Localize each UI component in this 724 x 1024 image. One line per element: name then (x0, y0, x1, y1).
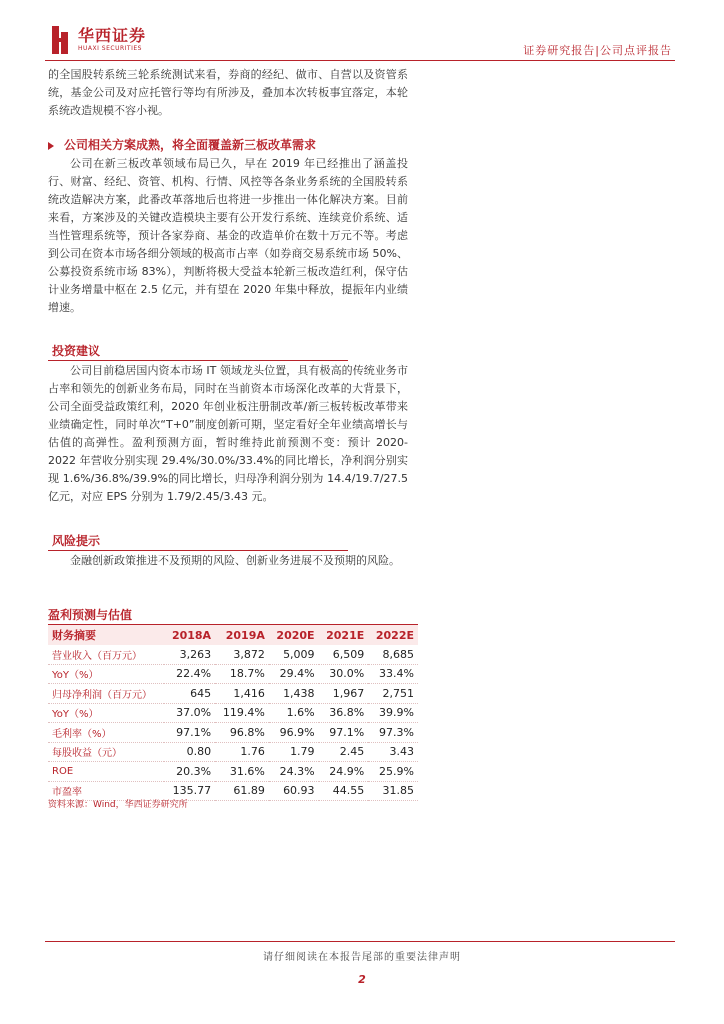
row-label: YoY（%） (48, 664, 164, 684)
table-cell: 97.1% (319, 723, 369, 743)
table-cell: 3,263 (164, 645, 215, 664)
table-cell: 1,416 (215, 684, 269, 704)
table-cell: 2.45 (319, 742, 369, 762)
table-cell: 6,509 (319, 645, 369, 664)
risk-text: 金融创新政策推进不及预期的风险、创新业务进展不及预期的风险。 (70, 554, 400, 567)
table-row (48, 645, 418, 664)
row-label: YoY（%） (48, 703, 164, 723)
investment-text: 公司目前稳居国内资本市场 IT 领域龙头位置，具有极高的传统业务市占率和领先的创新业务布局，同时在当前资本市场深化改革的大背景下，公司全面受益政策红利，2020 年创业板注册制改革/新三板转板改革带来业绩确定性，同时单次“T+0”制度创新可期，坚定看好全年业绩高增长与估值的高弹性。盈利预测方面，暂时维持此前预测不变：预计 2020-2022 年营收分别实现 29.4%/30.0%/33.4%的同比增长，净利润分别实现 1.6%/36.8%/39.9%的同比增长，归母净利润分别为 14.4/19.7/27.5 亿元，对应 EPS 分别为 1.79/2.45/3.43 元。 (48, 364, 408, 503)
table-cell: 5,009 (269, 645, 319, 664)
table-cell: 29.4% (269, 664, 319, 684)
table-row (48, 742, 418, 762)
table-title: 盈利预测与估值 (48, 608, 133, 622)
table-cell: 1.6% (269, 703, 319, 723)
table-cell: 31.85 (368, 781, 418, 801)
intro-text: 的全国股转系统三轮系统测试来看，券商的经纪、做市、自营以及资管系统，基金公司及对应托管行等均有所涉及，叠加本次转板事宜落定，本轮系统改造规模不容小视。 (48, 68, 408, 117)
table-cell: 1.79 (269, 742, 319, 762)
financial-forecast-table (48, 625, 418, 801)
logo-icon (52, 26, 72, 54)
row-label: 毛利率（%） (48, 723, 164, 743)
table-source: 资料来源：Wind，华西证券研究所 (48, 800, 188, 810)
section-underline (48, 550, 348, 551)
table-cell: 1,438 (269, 684, 319, 704)
table-cell: 645 (164, 684, 215, 704)
table-header-cell: 2019A (215, 625, 269, 645)
table-cell: 1,967 (319, 684, 369, 704)
table-header-cell: 2021E (319, 625, 369, 645)
section-title: 投资建议 (52, 344, 101, 358)
table-cell: 33.4% (368, 664, 418, 684)
table-cell: 24.3% (269, 762, 319, 782)
row-label: 每股收益（元） (48, 742, 164, 762)
section-title: 风险提示 (52, 534, 101, 548)
table-cell: 31.6% (215, 762, 269, 782)
section-heading-risk (52, 532, 100, 549)
table-header-cell: 2022E (368, 625, 418, 645)
table-header-cell: 财务摘要 (48, 625, 164, 645)
table-cell: 97.3% (368, 723, 418, 743)
investment-paragraph (48, 362, 408, 506)
section-heading-solution (48, 136, 316, 153)
table-cell: 96.8% (215, 723, 269, 743)
section-heading-investment (52, 342, 100, 359)
risk-paragraph (48, 552, 408, 570)
table-cell: 135.77 (164, 781, 215, 801)
section-title: 公司相关方案成熟，将全面覆盖新三板改革需求 (64, 138, 317, 152)
table-cell: 44.55 (319, 781, 369, 801)
solution-paragraph (48, 155, 408, 317)
table-row (48, 703, 418, 723)
table-cell: 96.9% (269, 723, 319, 743)
table-header-cell: 2018A (164, 625, 215, 645)
section-underline (48, 360, 348, 361)
page-number: 2 (358, 973, 366, 986)
row-label: 市盈率 (48, 781, 164, 801)
table-row (48, 684, 418, 704)
company-logo (52, 26, 146, 54)
table-header-cell: 2020E (269, 625, 319, 645)
table-cell: 20.3% (164, 762, 215, 782)
table-cell: 3,872 (215, 645, 269, 664)
table-cell: 119.4% (215, 703, 269, 723)
table-cell: 22.4% (164, 664, 215, 684)
table-cell: 3.43 (368, 742, 418, 762)
table-cell: 39.9% (368, 703, 418, 723)
table-cell: 61.89 (215, 781, 269, 801)
table-cell: 30.0% (319, 664, 369, 684)
intro-paragraph (48, 66, 408, 120)
table-header-row (48, 625, 418, 645)
logo-english-name: HUAXI SECURITIES (78, 45, 142, 52)
table-cell: 24.9% (319, 762, 369, 782)
table-cell: 8,685 (368, 645, 418, 664)
table-cell: 0.80 (164, 742, 215, 762)
table-cell: 60.93 (269, 781, 319, 801)
row-label: ROE (48, 762, 164, 782)
table-cell: 97.1% (164, 723, 215, 743)
header-divider (45, 60, 675, 61)
logo-chinese-name: 华西证券 (78, 26, 147, 45)
triangle-bullet-icon (48, 142, 54, 150)
report-type: 证券研究报告|公司点评报告 (523, 44, 672, 57)
footer-divider (45, 941, 675, 942)
table-row (48, 664, 418, 684)
solution-text: 公司在新三板改革领域布局已久，早在 2019 年已经推出了涵盖投行、财富、经纪、资管、机构、行情、风控等各条业务系统的全国股转系统改造解决方案，此番改革落地后也将进一步推出一体化解决方案。目前来看，方案涉及的关键改造模块主要有公开发行系统、连续竞价系统、适当性管理系统等，预计各家券商、基金的改造单价在数十万元不等。考虑到公司在资本市场各细分领域的极高市占率（如券商交易系统市场 50%、公募投资系统市场 83%），判断将极大受益本轮新三板改造红利，保守估计业务增量中枢在 2.5 亿元，并有望在 2020 年集中释放，提振年内业绩增速。 (48, 157, 408, 314)
table-cell: 37.0% (164, 703, 215, 723)
table-cell: 36.8% (319, 703, 369, 723)
page-header (0, 0, 724, 62)
table-cell: 18.7% (215, 664, 269, 684)
row-label: 营业收入（百万元） (48, 645, 164, 664)
table-cell: 2,751 (368, 684, 418, 704)
table-cell: 1.76 (215, 742, 269, 762)
table-cell: 25.9% (368, 762, 418, 782)
table-row (48, 762, 418, 782)
row-label: 归母净利润（百万元） (48, 684, 164, 704)
table-row (48, 723, 418, 743)
footer-disclaimer: 请仔细阅读在本报告尾部的重要法律声明 (263, 952, 461, 963)
